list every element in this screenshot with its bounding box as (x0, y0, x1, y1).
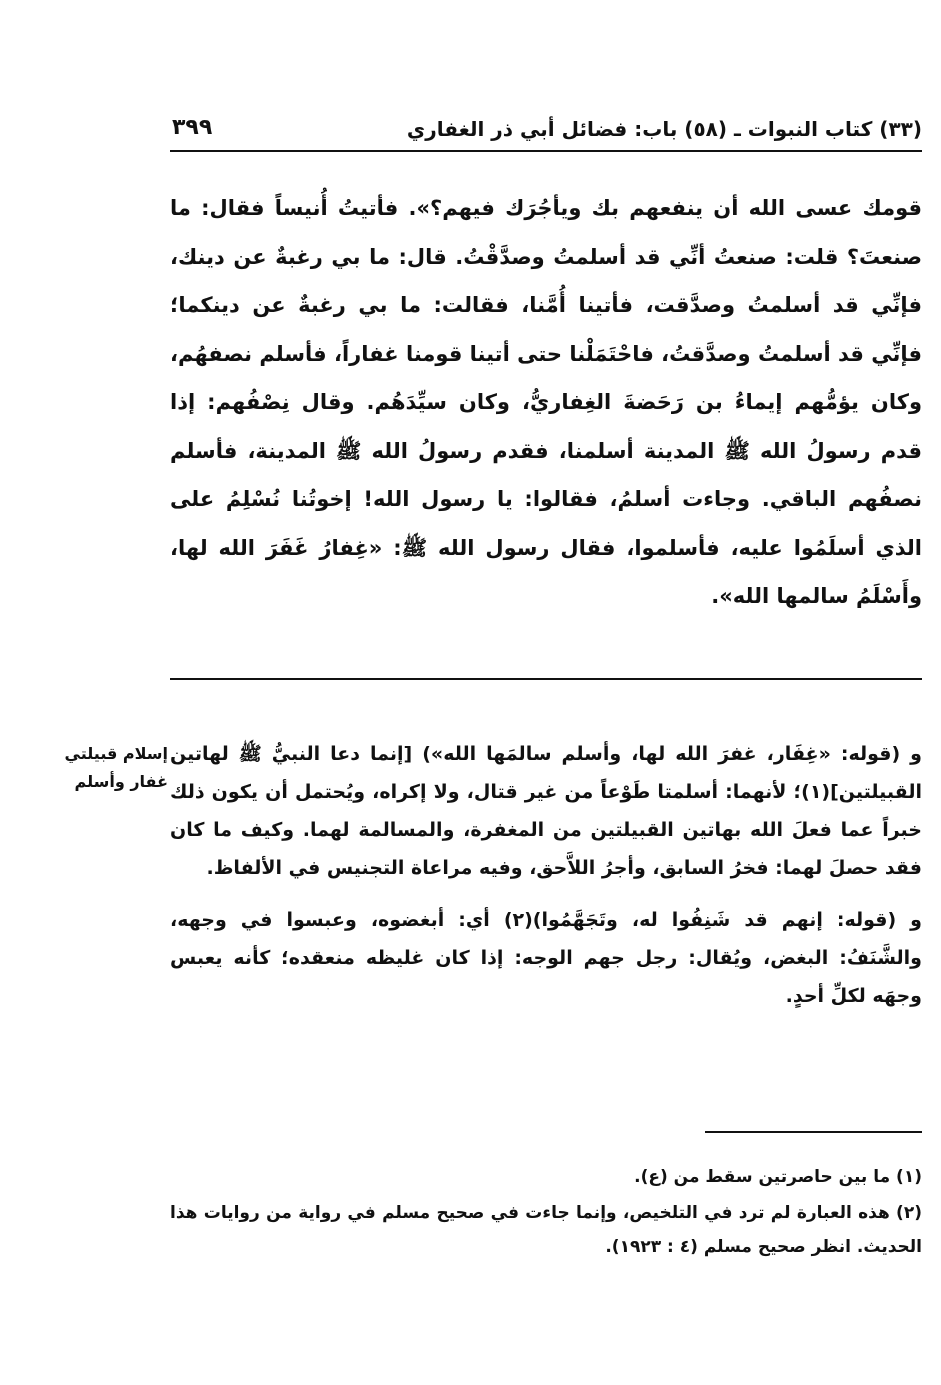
section-divider (170, 678, 922, 680)
commentary-paragraph: و (قوله: «غِفَار، غفرَ الله لها، وأسلم سالمَها الله») [إنما دعا النبيُّ ﷺ لهاتين القبيلتين](١)؛ لأنهما: أسلمتا طَوْعاً من غير قتال، ولا إكراه، ويُحتمل أن يكون ذلك خبراً عما فعلَ الله بهاتين القبيلتين من المغفرة، والمسالمة لهما. وكيف ما كان فقد حصلَ لهما: فخرُ السابق، وأجرُ اللاَّحق، وفيه مراعاة التجنيس في الألفاظ. (170, 743, 922, 879)
footnote: (٢) هذه العبارة لم ترد في التلخيص، وإنما جاءت في صحيح مسلم في رواية من روايات هذا الحديث. انظر صحيح مسلم (٤ : ١٩٢٣). (170, 1203, 922, 1257)
footnote-rule (705, 1131, 922, 1133)
footnote: (١) ما بين حاصرتين سقط من (ع). (634, 1167, 922, 1187)
hadith-text (170, 184, 922, 621)
commentary-paragraph: و (قوله: إنهم قد شَنِفُوا له، وتَجَهَّمُوا)(٢) أي: أبغضوه، وعبسوا في وجهه، والشَّنَفُ: البغض، ويُقال: رجل جهم الوجه: إذا كان غليظه منعقده؛ كأنه يعبس وجهَه لكلِّ أحدٍ. (170, 909, 922, 1007)
commentary (170, 735, 922, 1015)
hadith-paragraph: قومك عسى الله أن ينفعهم بك ويأجُرَك فيهم؟». فأتيتُ أُنيساً فقال: ما صنعتَ؟ قلت: صنعتُ أنِّي قد أسلمتُ وصدَّقْتُ. قال: ما بي رغبةٌ عن دينك، فإنِّي قد أسلمتُ وصدَّقت، فأتينا أُمَّنا، فقالت: ما بي رغبةٌ عن دينكما؛ فإنِّي قد أسلمتُ وصدَّقتُ، فاحْتَمَلْنا حتى أتينا قومنا غفاراً، فأسلم نصفهُم، وكان يؤمُّهم إيماءُ بن رَحَضةَ الغِفاريُّ، وكان سيِّدَهُم. وقال نِصْفُهم: إذا قدم رسولُ الله ﷺ المدينة أسلمنا، فقدم رسولُ الله ﷺ المدينة، فأسلم نصفُهم الباقي. وجاءت أسلمُ، فقالوا: يا رسول الله! إخوتُنا نُسْلِمُ على الذي أسلَمُوا عليه، فأسلموا، فقال رسول الله ﷺ: «غِفارُ غَفَرَ الله لها، وأَسْلَمُ سالمها الله». (170, 196, 922, 608)
header-title: (٣٣) كتاب النبوات ـ (٥٨) باب: فضائل أبي ذر الغفاري (406, 117, 922, 141)
running-header (170, 115, 922, 147)
page-number: ٣٩٩ (172, 115, 213, 140)
footnotes (170, 1160, 922, 1264)
margin-note: إسلام قبيلتي غفار وأسلم (64, 744, 168, 791)
header-rule (170, 150, 922, 152)
